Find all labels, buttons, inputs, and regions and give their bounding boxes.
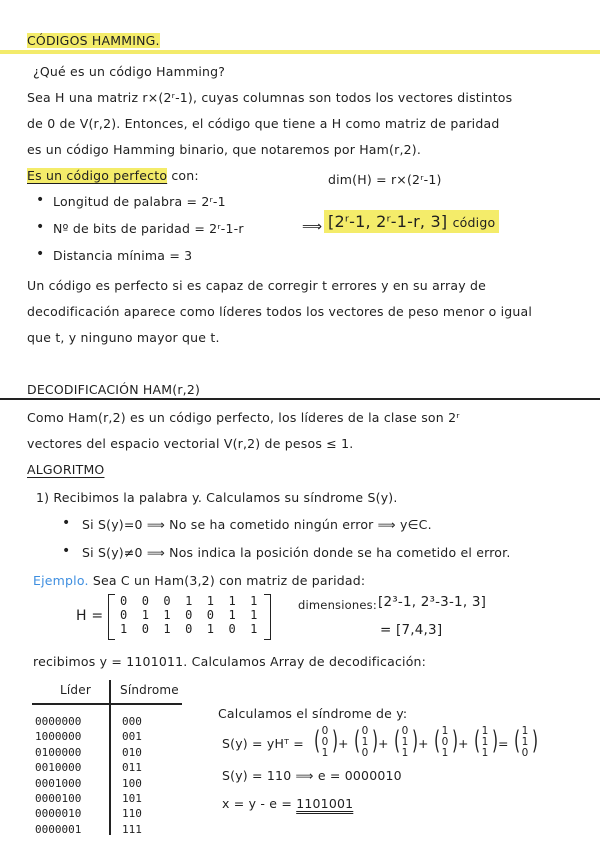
h-matrix-label: H =	[76, 608, 104, 624]
matrix-row: 0 1 1 0 0 1 1	[120, 608, 258, 622]
table-header-rule	[32, 703, 182, 705]
table-row: 0010000	[35, 761, 82, 775]
intro-line-3: es un código Hamming binario, que notaremos por Ham(r,2).	[27, 142, 422, 157]
decoding-title: DECODIFICACIÓN HAM(r,2)	[27, 382, 201, 397]
syndrome-sum	[312, 724, 572, 764]
plus-sign: +	[458, 736, 469, 751]
left-paren: (	[434, 726, 441, 756]
left-paren: (	[474, 726, 481, 756]
bullet-parity-bits: Nº de bits de paridad = 2ʳ-1-r	[53, 221, 244, 236]
decoding-line-2: vectores del espacio vectorial V(r,2) de pesos ≤ 1.	[27, 436, 354, 451]
table-row: 0100000	[35, 745, 82, 759]
intro-line-1: Sea H una matriz r×(2ʳ-1), cuyas columnas son todos los vectores distintos	[27, 90, 513, 105]
table-row: 0001000	[35, 776, 82, 790]
dimension-formula: dim(H) = r×(2ʳ-1)	[328, 172, 442, 187]
table-row: 111	[122, 822, 142, 836]
matrix-row: 1 0 1 0 1 0 1	[120, 622, 258, 636]
matrix-row: 0 0 0 1 1 1 1	[120, 594, 258, 608]
example-text: Sea C un Ham(3,2) con matriz de paridad:	[92, 573, 366, 588]
right-paren: )	[332, 726, 339, 756]
table-row: 0000001	[35, 822, 82, 836]
left-paren: (	[354, 726, 361, 756]
table-row: 0000100	[35, 792, 82, 806]
equals-sign: =	[498, 736, 509, 751]
table-row: 0000010	[35, 807, 82, 821]
right-paren: )	[452, 726, 459, 756]
syndrome-eq-lhs: S(y) = yHᵀ =	[222, 736, 304, 751]
code-params-label: código	[452, 215, 496, 230]
table-column-rule	[109, 680, 111, 835]
table-row: 100	[122, 776, 142, 790]
matrix-left-bracket	[108, 594, 115, 640]
perfect-definition-2: decodificación aparece como líderes todos los vectores de peso menor o igual	[27, 304, 533, 319]
dimensions-result: = [7,4,3]	[380, 622, 443, 638]
bullet-length: Longitud de palabra = 2ʳ-1	[53, 194, 226, 209]
right-paren: )	[492, 726, 499, 756]
right-paren: )	[532, 726, 539, 756]
algorithm-title: ALGORITMO	[27, 462, 105, 477]
bullet-dot: •	[36, 192, 45, 208]
bullet-dot: •	[62, 515, 71, 531]
table-row: 010	[122, 745, 142, 759]
column-vector: 0 1 0	[361, 725, 369, 759]
column-vector: 1 1 1	[481, 725, 489, 759]
title-divider	[0, 50, 600, 54]
example-label: Ejemplo.	[33, 573, 89, 588]
bullet-min-distance: Distancia mínima = 3	[53, 248, 193, 263]
parity-matrix	[120, 594, 257, 636]
left-paren: (	[514, 726, 521, 756]
algorithm-step-1: 1) Recibimos la palabra y. Calculamos su síndrome S(y).	[36, 490, 398, 505]
right-paren: )	[412, 726, 419, 756]
table-row: 110	[122, 807, 142, 821]
calc-title: Calculamos el síndrome de y:	[218, 706, 408, 721]
dimensions-value: [2³-1, 2³-3-1, 3]	[378, 594, 487, 610]
code-params-value: [2ʳ-1, 2ʳ-1-r, 3]	[328, 212, 448, 231]
plus-sign: +	[338, 736, 349, 751]
bullet-dot: •	[36, 246, 45, 262]
table-row: 0000000	[35, 715, 82, 728]
codeword-value: 1101001	[296, 796, 354, 811]
code-params	[324, 212, 499, 231]
left-paren: (	[314, 726, 321, 756]
right-paren: )	[372, 726, 379, 756]
table-header-syndrome: Síndrome	[120, 683, 179, 697]
perfect-con: con:	[171, 168, 199, 183]
left-paren: (	[394, 726, 401, 756]
example-intro	[33, 573, 365, 588]
table-row: 011	[122, 761, 142, 775]
syndrome-result-line: S(y) = 110 ⟹ e = 0000010	[222, 768, 402, 783]
algorithm-case-zero: Si S(y)=0 ⟹ No se ha cometido ningún error ⟹ y∈C.	[82, 517, 432, 532]
table-row: 000	[122, 715, 142, 728]
column-vector: 1 0 1	[441, 725, 449, 759]
codeword-prefix: x = y - e =	[222, 796, 293, 811]
perfect-heading	[27, 168, 199, 183]
codeword-line	[222, 796, 353, 811]
perfect-definition-3: que t, y ninguno mayor que t.	[27, 330, 220, 345]
column-vector: 0 1 1	[401, 725, 409, 759]
leaders-column	[35, 714, 81, 837]
plus-sign: +	[378, 736, 389, 751]
code-params-highlight	[324, 210, 499, 233]
table-row: 1000000	[35, 730, 82, 744]
column-vector: 0 0 1	[321, 725, 329, 759]
syndromes-column	[122, 714, 142, 837]
intro-question: ¿Qué es un código Hamming?	[33, 64, 226, 79]
perfect-highlight: Es un código perfecto	[27, 168, 168, 183]
table-header-leader: Líder	[60, 683, 91, 697]
received-word: recibimos y = 1101011. Calculamos Array de decodificación:	[33, 654, 427, 669]
section-divider	[0, 398, 600, 400]
intro-line-2: de 0 de V(r,2). Entonces, el código que tiene a H como matriz de paridad	[27, 116, 500, 131]
table-row: 001	[122, 730, 142, 744]
table-row: 101	[122, 792, 142, 806]
bullet-dot: •	[62, 543, 71, 559]
plus-sign: +	[418, 736, 429, 751]
bullet-dot: •	[36, 219, 45, 235]
matrix-right-bracket	[264, 594, 271, 640]
perfect-definition-1: Un código es perfecto si es capaz de corregir t errores y en su array de	[27, 278, 487, 293]
syndrome-result-vector: 1 1 0	[521, 725, 529, 759]
decoding-line-1: Como Ham(r,2) es un código perfecto, los líderes de la clase son 2ʳ	[27, 410, 460, 425]
algorithm-case-nonzero: Si S(y)≠0 ⟹ Nos indica la posición donde se ha cometido el error.	[82, 545, 511, 560]
implies-arrow: ⟹	[302, 219, 323, 235]
dimensions-label: dimensiones:	[298, 598, 377, 612]
page-title: CÓDIGOS HAMMING.	[27, 33, 160, 48]
